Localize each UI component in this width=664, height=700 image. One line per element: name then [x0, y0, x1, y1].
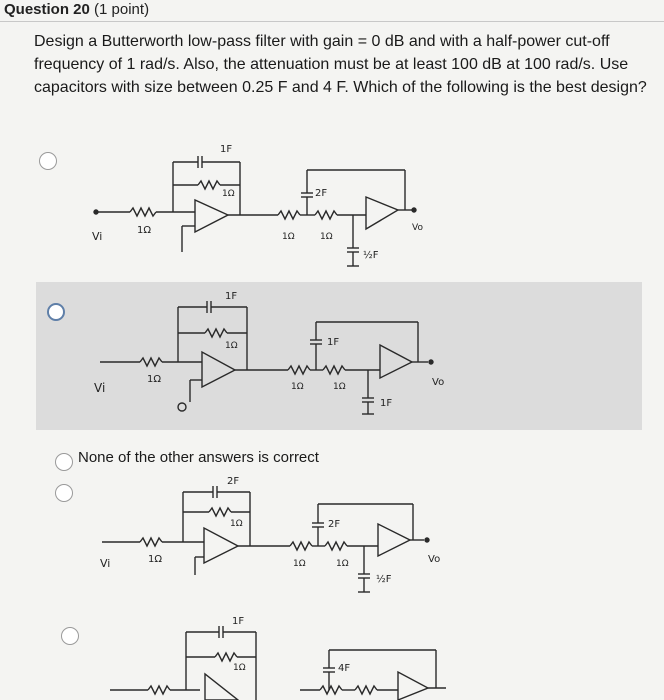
label-c3: ½F: [376, 574, 392, 585]
label-r2: 1Ω: [225, 341, 238, 351]
resistor-r2: [209, 508, 231, 516]
input-terminal: [94, 210, 98, 214]
opamp-1: [205, 674, 238, 700]
ground-symbol: [178, 403, 186, 411]
opamp-1: [195, 200, 228, 232]
label-c2: 2F: [315, 188, 328, 199]
resistor-r1: [140, 538, 162, 546]
resistor-r2: [215, 653, 237, 661]
label-r1: 1Ω: [137, 225, 152, 236]
question-title: Question 20: [4, 1, 90, 18]
label-r2: 1Ω: [230, 519, 243, 529]
label-r4: 1Ω: [333, 382, 346, 392]
label-r4: 1Ω: [320, 232, 333, 242]
resistor-r3: [320, 686, 342, 694]
label-r1: 1Ω: [147, 374, 162, 385]
resistor-r3: [288, 366, 310, 374]
opamp-1: [202, 352, 235, 387]
opamp-2: [378, 524, 410, 556]
resistor-r1: [130, 208, 156, 216]
resistor-r4: [323, 366, 345, 374]
label-r3: 1Ω: [291, 382, 304, 392]
output-terminal: [429, 360, 433, 364]
label-vo: Vo: [432, 377, 445, 388]
label-c3: ½F: [363, 250, 379, 261]
output-terminal: [412, 208, 416, 212]
label-vo: Vo: [428, 554, 441, 565]
label-c1: 1F: [225, 291, 238, 302]
opamp-1: [204, 528, 238, 563]
label-c3: 1F: [380, 398, 393, 409]
resistor-r1: [140, 358, 162, 366]
opamp-2: [398, 672, 428, 700]
label-vi: Vi: [94, 381, 106, 395]
opamp-2: [380, 345, 412, 378]
resistor-r3: [290, 542, 312, 550]
label-r4: 1Ω: [336, 559, 349, 569]
label-r1: 1Ω: [148, 554, 163, 565]
opamp-2: [366, 197, 398, 229]
label-c1: 2F: [227, 476, 240, 487]
resistor-r4: [325, 542, 347, 550]
label-vi: Vi: [100, 557, 111, 570]
resistor-r3: [278, 211, 300, 219]
label-c2: 4F: [338, 663, 351, 674]
label-vi: Vi: [92, 230, 103, 243]
option-5-circuit: [110, 626, 446, 700]
resistor-r4: [355, 686, 377, 694]
label-r2: 1Ω: [222, 189, 235, 199]
label-r3: 1Ω: [293, 559, 306, 569]
question-text: Design a Butterworth low-pass filter with gain = 0 dB and with a half-power cut-off frequency of 1 rad/s. Also, the attenuation must be at least 100 dB at 100 rad/s. Use capacitors with size between 0.25 F and 4 F. Which of the following is the best design?: [34, 33, 647, 96]
resistor-r1: [148, 686, 170, 694]
label-c2: 2F: [328, 519, 341, 530]
label-vo: Vo: [412, 223, 423, 233]
option-3-label[interactable]: None of the other answers is correct: [78, 449, 319, 466]
label-r3: 1Ω: [282, 232, 295, 242]
resistor-r2: [205, 329, 227, 337]
label-c2: 1F: [327, 337, 340, 348]
label-c1: 1F: [220, 144, 233, 155]
resistor-r2: [198, 181, 220, 189]
output-terminal: [425, 538, 429, 542]
resistor-r4: [315, 211, 337, 219]
label-r2: 1Ω: [233, 663, 246, 673]
question-points: (1 point): [94, 1, 150, 18]
label-c1: 1F: [232, 616, 245, 627]
